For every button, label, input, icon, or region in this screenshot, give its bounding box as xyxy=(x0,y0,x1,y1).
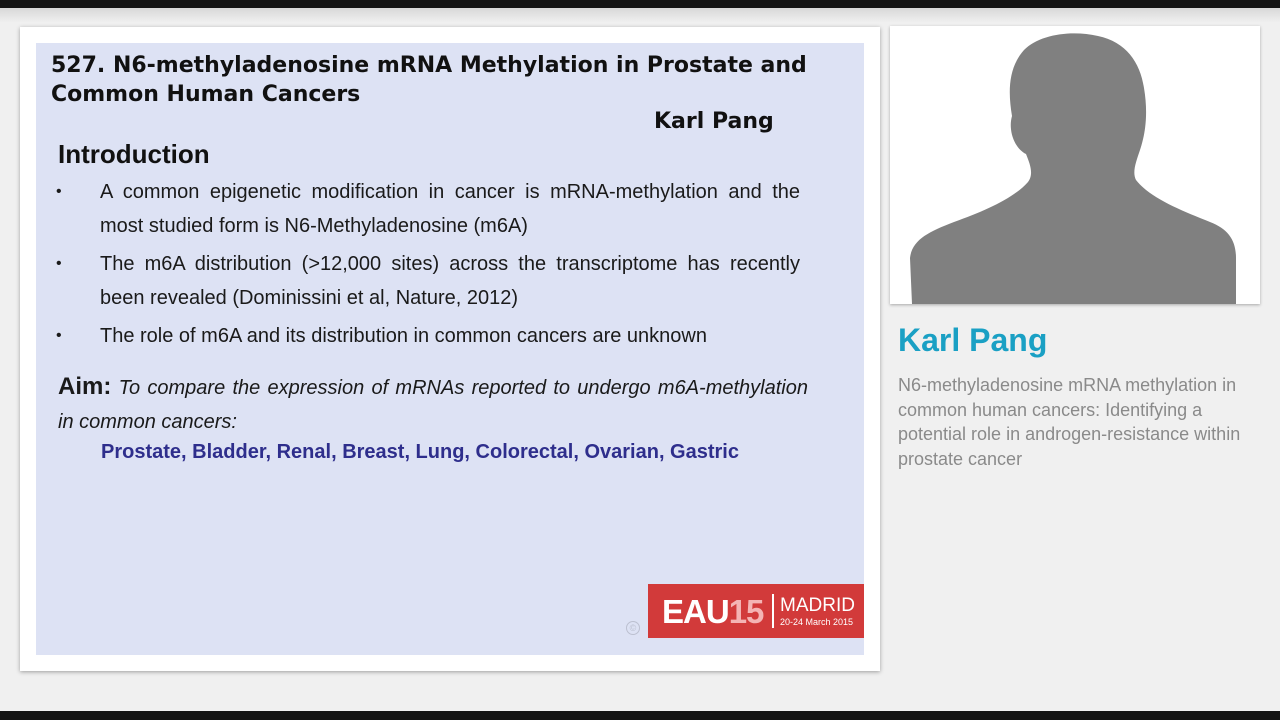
aim-statement xyxy=(58,370,808,439)
speaker-photo xyxy=(890,26,1260,304)
aim-text: To compare the expression of mRNAs reported to undergo m6A-methylation in common cancers: xyxy=(58,377,808,433)
bullet-dot: • xyxy=(56,327,62,344)
cancer-types-list: Prostate, Bladder, Renal, Breast, Lung, Colorectal, Ovarian, Gastric xyxy=(101,441,739,463)
bottom-bar xyxy=(0,711,1280,720)
bullet-dot: • xyxy=(56,255,62,272)
presentation-slide xyxy=(20,27,880,671)
logo-eau-text xyxy=(662,593,763,631)
aim-label: Aim xyxy=(58,373,104,400)
person-silhouette-icon xyxy=(890,26,1260,304)
top-bar xyxy=(0,0,1280,8)
bullet-dot: • xyxy=(56,183,62,200)
bullet-text: The role of m6A and its distribution in common cancers are unknown xyxy=(100,325,707,347)
eau15-madrid-logo xyxy=(648,584,864,638)
logo-divider xyxy=(772,594,774,628)
bullet-item xyxy=(50,319,800,353)
logo-eau-letters: EAU xyxy=(662,593,729,630)
speaker-name: Karl Pang xyxy=(898,322,1048,358)
bullet-item xyxy=(50,247,800,315)
bullet-text: The m6A distribution (>12,000 sites) across the transcriptome has recently been revealed (Dominissini et al, Nature, 2012) xyxy=(100,253,800,309)
logo-dates: 20-24 March 2015 xyxy=(780,617,854,627)
logo-number: 15 xyxy=(728,593,764,630)
bullet-text: A common epigenetic modification in cancer is mRNA-methylation and the most studied form is N6-Methyladenosine (m6A) xyxy=(100,181,800,237)
copyright-icon: © xyxy=(626,621,640,635)
slide-title: 527. N6-methyladenosine mRNA Methylation in Prostate and Common Human Cancers xyxy=(51,53,807,107)
bullet-item xyxy=(50,175,800,243)
slide-author: Karl Pang xyxy=(654,109,774,134)
logo-city: MADRID xyxy=(780,595,855,616)
introduction-heading: Introduction xyxy=(58,139,210,169)
introduction-bullets xyxy=(50,175,800,357)
aim-colon: : xyxy=(103,373,112,400)
top-divider xyxy=(0,8,1280,22)
talk-title: N6-methyladenosine mRNA methylation in common human cancers: Identifying a potential role in androgen-resistance within prostate cancer xyxy=(898,375,1241,469)
slide-content xyxy=(36,43,864,655)
